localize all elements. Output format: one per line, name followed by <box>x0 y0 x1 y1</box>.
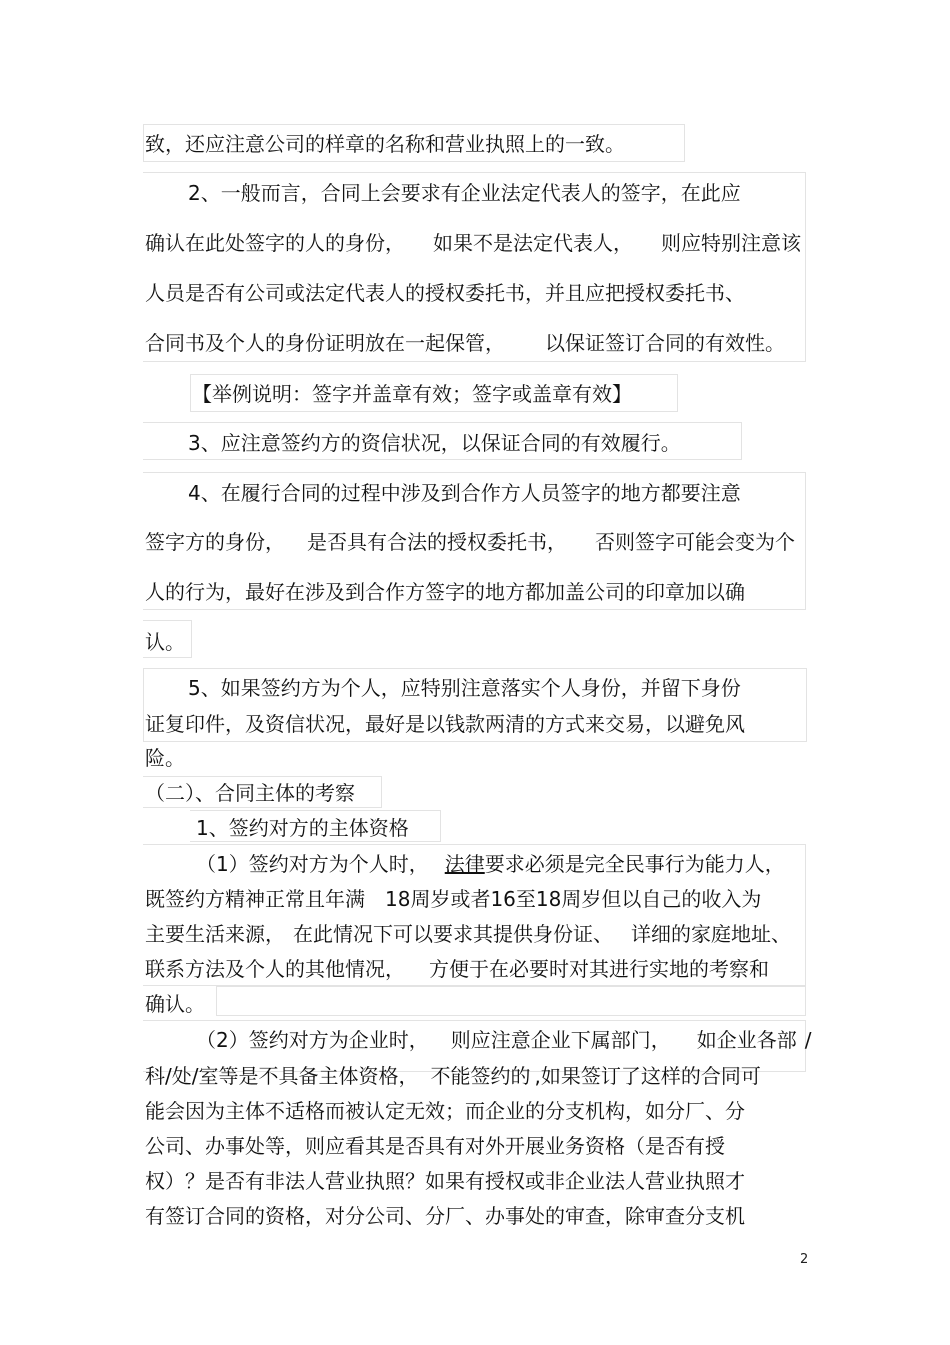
text-line: 既签约方精神正常且年满 18周岁或者16至18周岁但以自己的收入为 <box>145 887 762 911</box>
text-line: 人的行为，最好在涉及到合作方签字的地方都加盖公司的印章加以确 <box>145 580 745 604</box>
text-line: 5、如果签约方为个人，应特别注意落实个人身份，并留下身份 <box>188 676 741 700</box>
text-line: 确认。 <box>145 992 205 1016</box>
text-line: 签字方的身份， 是否具有合法的授权委托书， 否则签字可能会变为个 <box>145 530 795 554</box>
text-line: 致，还应注意公司的样章的名称和营业执照上的一致。 <box>145 132 625 156</box>
law-link: 法律 <box>444 852 485 876</box>
text-line: 权）？是否有非法人营业执照？如果有授权或非企业法人营业执照才 <box>145 1169 745 1193</box>
example-note: 【举例说明：签字并盖章有效；签字或盖章有效】 <box>192 382 632 406</box>
subsection-heading: 1、签约对方的主体资格 <box>196 816 409 840</box>
text-line: 人员是否有公司或法定代表人的授权委托书，并且应把授权委托书、 <box>145 281 745 305</box>
scan-box <box>216 986 806 1016</box>
text-line: 4、在履行合同的过程中涉及到合作方人员签字的地方都要注意 <box>188 481 741 505</box>
page-number: 2 <box>800 1252 809 1267</box>
text-line: 认。 <box>145 630 185 654</box>
text-line: （2）签约对方为企业时， 则应注意企业下属部门， 如企业各部 / <box>196 1028 812 1052</box>
text-line: 主要生活来源， 在此情况下可以要求其提供身份证、 详细的家庭地址、 <box>145 922 791 946</box>
text-line: 能会因为主体不适格而被认定无效；而企业的分支机构，如分厂、分 <box>145 1099 745 1123</box>
text-line: 有签订合同的资格，对分公司、分厂、办事处的审查，除审查分支机 <box>145 1204 745 1228</box>
text-line: 2、一般而言，合同上会要求有企业法定代表人的签字，在此应 <box>188 181 741 205</box>
text-line: 险。 <box>145 746 185 770</box>
text-line: 联系方法及个人的其他情况， 方便于在必要时对其进行实地的考察和 <box>145 957 769 981</box>
text-line: 确认在此处签字的人的身份， 如果不是法定代表人， 则应特别注意该 <box>145 231 801 255</box>
text-line: 合同书及个人的身份证明放在一起保管， 以保证签订合同的有效性。 <box>145 331 785 355</box>
text-line: （1）签约对方为个人时， 法律要求必须是完全民事行为能力人， <box>196 852 785 876</box>
section-heading: （二）、合同主体的考察 <box>145 781 355 805</box>
text-line: 科/处/室等是不具备主体资格， 不能签约的 ,如果签订了这样的合同可 <box>145 1064 761 1088</box>
text-line: 证复印件，及资信状况，最好是以钱款两清的方式来交易，以避免风 <box>145 712 745 736</box>
text-line: 3、应注意签约方的资信状况，以保证合同的有效履行。 <box>188 431 681 455</box>
text-line: 公司、办事处等，则应看其是否具有对外开展业务资格（是否有授 <box>145 1134 725 1158</box>
